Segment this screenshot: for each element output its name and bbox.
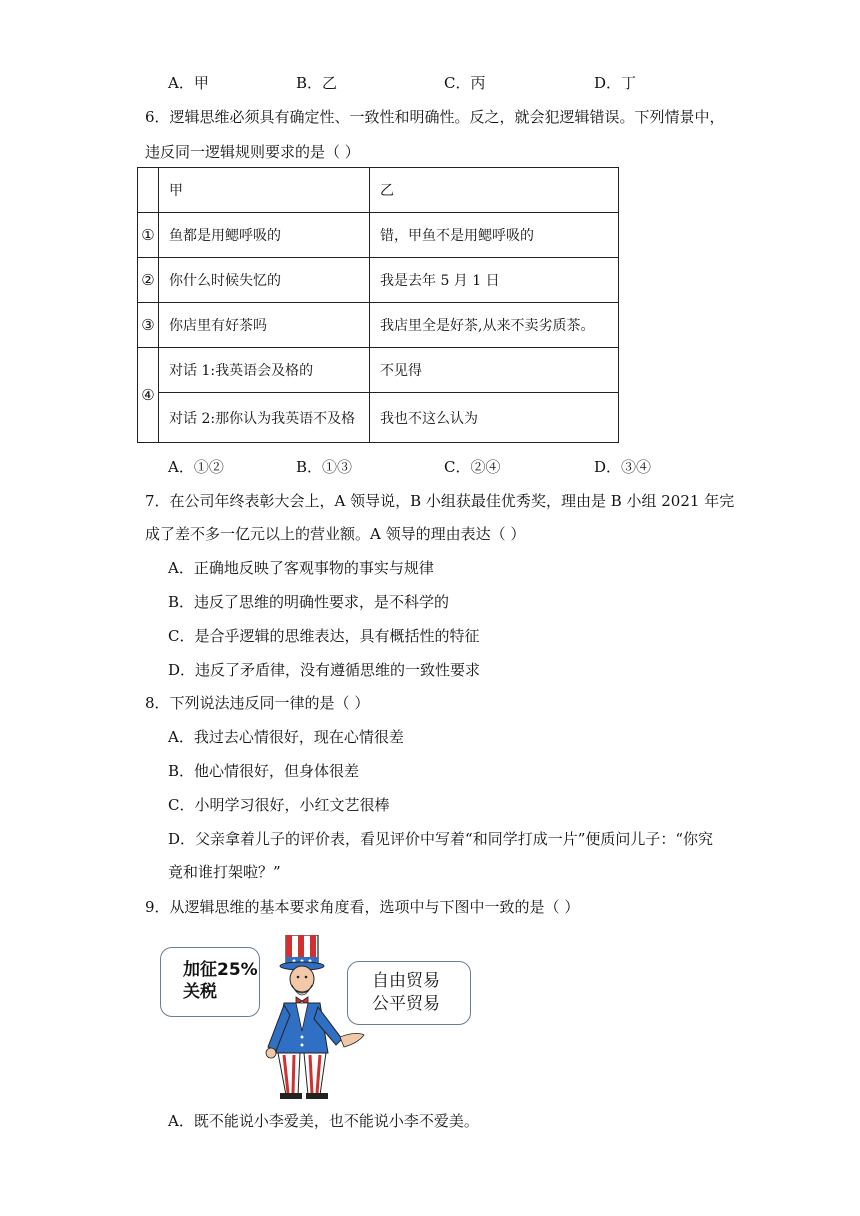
q7-option-b: B．违反了思维的明确性要求，是不科学的 <box>168 593 450 611</box>
q8-stem: 8．下列说法违反同一律的是（ ） <box>145 694 370 712</box>
q6-options <box>168 456 728 478</box>
table-row <box>138 213 619 258</box>
row-jia: 鱼都是用鳃呼吸的 <box>159 213 370 258</box>
row-number: ② <box>138 258 159 303</box>
q5-options <box>168 72 728 94</box>
q7-option-d: D．违反了矛盾律，没有遵循思维的一致性要求 <box>168 661 481 679</box>
table-header-jia: 甲 <box>159 168 370 213</box>
left-bubble-line2: 关税 <box>183 982 217 1002</box>
row-jia: 你什么时候失忆的 <box>159 258 370 303</box>
q7-stem-line1: 7．在公司年终表彰大会上，A 领导说，B 小组获最佳优秀奖，理由是 B 小组 2021 年完 <box>145 492 735 510</box>
q6-option-a: A．①② <box>168 458 224 476</box>
q6-stem-line2: 违反同一逻辑规则要求的是（ ） <box>145 143 360 161</box>
table-row <box>138 348 619 393</box>
right-bubble-line2: 公平贸易 <box>372 994 440 1014</box>
q9-figure <box>158 935 478 1100</box>
q6-option-b: B．①③ <box>296 458 353 476</box>
row-yi: 错，甲鱼不是用鳃呼吸的 <box>370 213 619 258</box>
row-yi: 不见得 <box>370 348 619 393</box>
row-yi: 我是去年 5 月 1 日 <box>370 258 619 303</box>
q8-option-a: A．我过去心情很好，现在心情很差 <box>168 728 404 746</box>
q5-option-c: C．丙 <box>444 74 486 92</box>
q5-option-d: D．丁 <box>594 74 637 92</box>
row-number: ④ <box>138 348 159 443</box>
q7-option-a: A．正确地反映了客观事物的事实与规律 <box>168 559 434 577</box>
q7-stem-line2: 成了差不多一亿元以上的营业额。A 领导的理由表达（ ） <box>145 525 526 543</box>
right-bubble-line1: 自由贸易 <box>372 971 440 991</box>
q6-option-c: C．②④ <box>444 458 501 476</box>
table-row <box>138 258 619 303</box>
q7-option-c: C．是合乎逻辑的思维表达，具有概括性的特征 <box>168 627 480 645</box>
q9-option-a: A．既不能说小李爱美，也不能说小李不爱美。 <box>168 1112 479 1130</box>
row-jia: 对话 1:我英语会及格的 <box>159 348 370 393</box>
table-header-yi: 乙 <box>370 168 619 213</box>
q5-option-a: A．甲 <box>168 74 209 92</box>
row-number: ③ <box>138 303 159 348</box>
q6-stem-line1: 6．逻辑思维必须具有确定性、一致性和明确性。反之，就会犯逻辑错误。下列情景中， <box>145 108 725 126</box>
left-bubble-line1: 加征25% <box>183 960 258 980</box>
left-speech-bubble <box>160 947 260 1017</box>
q9-stem: 9．从逻辑思维的基本要求角度看，选项中与下图中一致的是（ ） <box>145 898 580 916</box>
table-header-row <box>138 168 619 213</box>
uncle-sam-cartoon-icon <box>260 935 368 1100</box>
q8-option-c: C．小明学习很好，小红文艺很棒 <box>168 796 390 814</box>
q8-option-d-line1: D．父亲拿着儿子的评价表，看见评价中写着“和同学打成一片”便质问儿子：“你究 <box>168 830 714 848</box>
q8-option-d-line2: 竟和谁打架啦？” <box>168 863 281 881</box>
row-yi: 我也不这么认为 <box>370 393 619 443</box>
row-number: ① <box>138 213 159 258</box>
table-header-num <box>138 168 159 213</box>
row-yi: 我店里全是好茶,从来不卖劣质茶。 <box>370 303 619 348</box>
row-jia: 你店里有好茶吗 <box>159 303 370 348</box>
q8-option-b: B．他心情很好，但身体很差 <box>168 762 360 780</box>
q5-option-b: B．乙 <box>296 74 338 92</box>
table-row <box>138 303 619 348</box>
q6-option-d: D．③④ <box>594 458 652 476</box>
q6-table <box>137 167 619 443</box>
row-jia: 对话 2:那你认为我英语不及格 <box>159 393 370 443</box>
table-row <box>138 393 619 443</box>
